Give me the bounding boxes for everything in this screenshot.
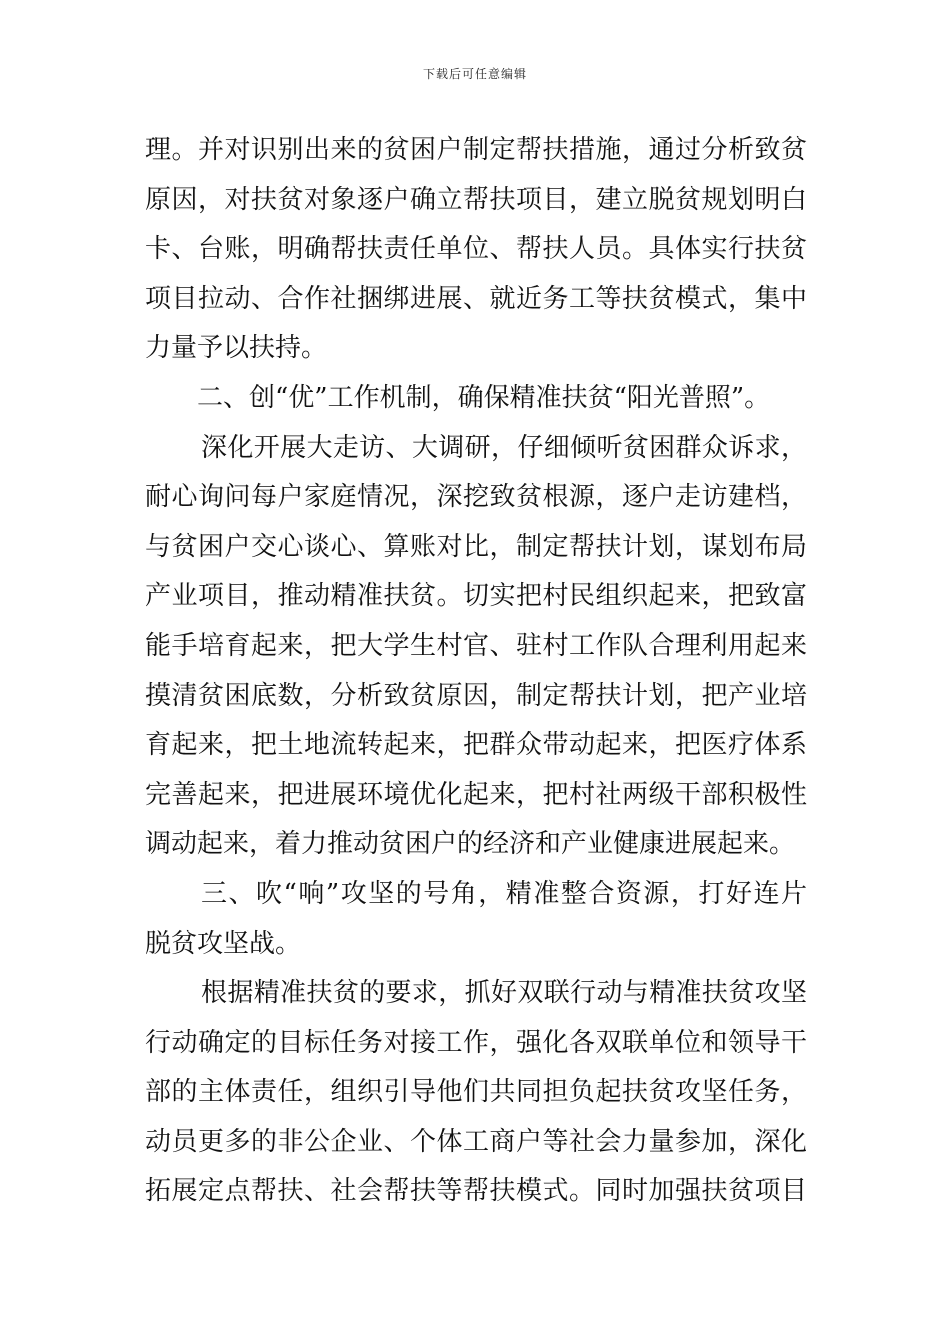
page-header: 下载后可任意编辑: [422, 67, 527, 81]
text-line: 行动确定的目标任务对接工作，强化各双联单位和领导干: [145, 1027, 807, 1058]
text-line: 理。并对识别出来的贫困户制定帮扶措施，通过分析致贫: [145, 135, 807, 165]
text-line: 摸清贫困底数，分析致贫原因，制定帮扶计划，把产业培: [145, 680, 807, 711]
section-heading-3: 三、吹“响”攻坚的号角，精准整合资源，打好连片: [201, 878, 807, 909]
text-line: 调动起来，着力推动贫困户的经济和产业健康进展起来。: [145, 829, 796, 860]
text-line: 根据精准扶贫的要求，抓好双联行动与精准扶贫攻坚: [201, 978, 807, 1009]
text-line: 力量予以扶持。: [145, 333, 328, 364]
text-line: 拓展定点帮扶、社会帮扶等帮扶模式。同时加强扶贫项目: [145, 1176, 807, 1207]
text-line: 项目拉动、合作社捆绑进展、就近务工等扶贫模式，集中: [145, 283, 807, 314]
text-line: 能手培育起来，把大学生村官、驻村工作队合理利用起来: [145, 630, 807, 661]
text-line: 育起来，把土地流转起来，把群众带动起来，把医疗体系: [145, 730, 807, 761]
text-line: 与贫困户交心谈心、算账对比，制定帮扶计划，谋划布局: [145, 531, 807, 562]
text-line: 卡、台账，明确帮扶责任单位、帮扶人员。具体实行扶贫: [145, 234, 807, 265]
text-line: 动员更多的非公企业、个体工商户等社会力量参加，深化: [145, 1126, 807, 1157]
section-heading-2: 二、创“优”工作机制，确保精准扶贫“阳光普照”。: [197, 382, 771, 413]
section-heading-3-cont: 脱贫攻坚战。: [145, 928, 302, 959]
text-line: 部的主体责任，组织引导他们共同担负起扶贫攻坚任务，: [145, 1077, 807, 1108]
text-line: 耐心询问每户家庭情况，深挖致贫根源，逐户走访建档，: [145, 482, 807, 513]
text-line: 产业项目，推动精准扶贫。切实把村民组织起来，把致富: [145, 581, 807, 612]
text-line: 深化开展大走访、大调研，仔细倾听贫困群众诉求，: [201, 432, 807, 463]
text-line: 完善起来，把进展环境优化起来，把村社两级干部积极性: [145, 779, 807, 810]
document-body: [145, 126, 807, 1217]
text-line: 原因，对扶贫对象逐户确立帮扶项目，建立脱贫规划明白: [145, 184, 807, 215]
